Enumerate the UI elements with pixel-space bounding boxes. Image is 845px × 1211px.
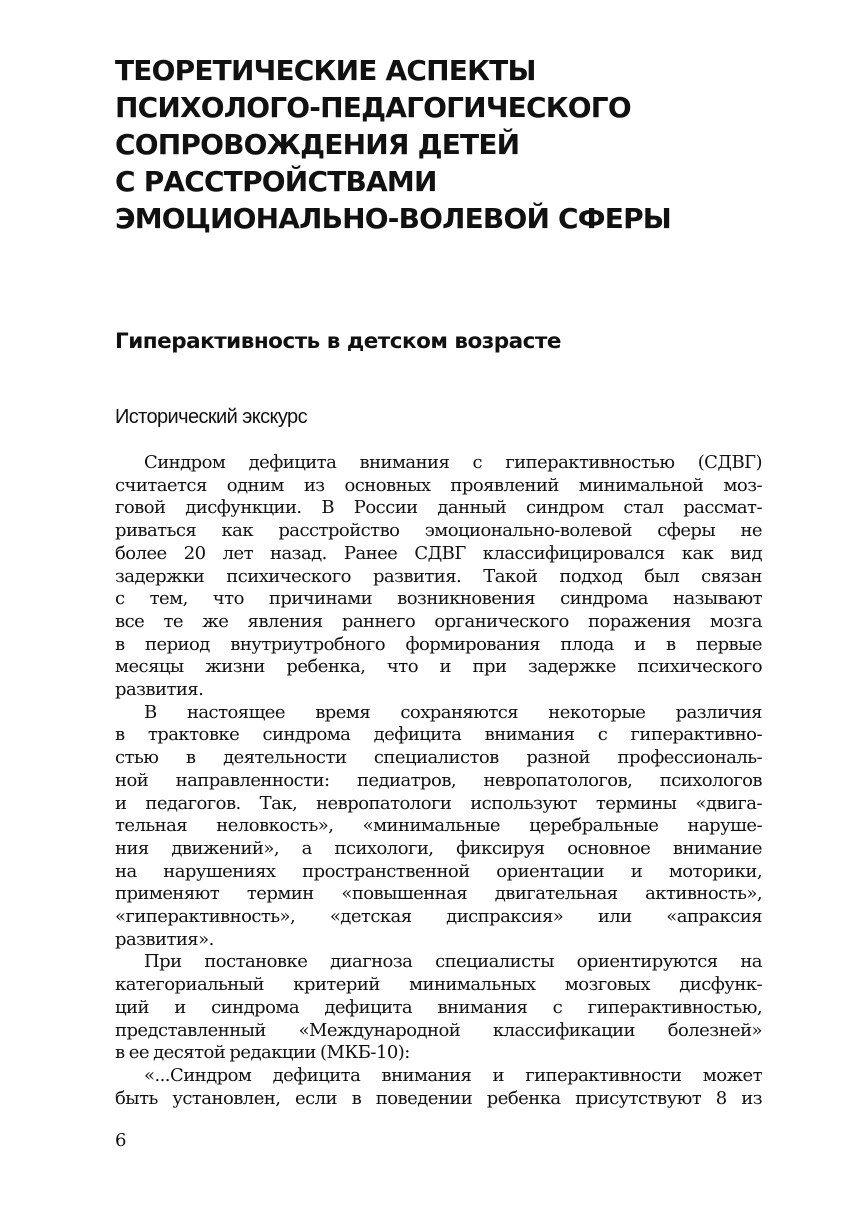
paragraph-1 (115, 452, 762, 702)
chapter-title-line: ЭМОЦИОНАЛЬНО-ВОЛЕВОЙ СФЕРЫ (115, 202, 672, 235)
paragraph-3 (115, 951, 762, 1065)
text-line: на нарушениях пространственной ориентации и моторики, (115, 860, 762, 882)
text-line: риваться как расстройство эмоционально-волевой сферы не (115, 520, 762, 542)
text-line: с тем, что причинами возникновения синдрома называют (115, 588, 762, 610)
text-line: в ее десятой редакции (МКБ-10): (115, 1042, 410, 1064)
text-line: «гиперактивность», «детская диспраксия» или «апраксия (115, 906, 762, 928)
subsection-title: Исторический экскурс (115, 406, 307, 428)
section-title: Гиперактивность в детском возрасте (115, 329, 561, 354)
text-line: стью в деятельности специалистов разной профессиональ- (115, 747, 762, 769)
text-line: Синдром дефицита внимания с гиперактивностью (СДВГ) (144, 452, 762, 473)
text-line: в период внутриутробного формирования плода и в первые (115, 633, 762, 655)
text-line: ния движений», а психологи, фиксируя основное внимание (115, 837, 762, 859)
text-line: «...Синдром дефицита внимания и гиперактивности может (144, 1064, 762, 1086)
body-text (115, 452, 762, 1110)
chapter-title-line: ПСИХОЛОГО-ПЕДАГОГИЧЕСКОГО (115, 91, 631, 124)
text-line: говой дисфункции. В России данный синдром стал рассмат- (115, 497, 762, 519)
page-number: 6 (115, 1130, 127, 1151)
page-content (115, 52, 762, 1109)
chapter-title (115, 52, 762, 237)
text-line: развития». (115, 928, 214, 950)
text-line: категориальный критерий минимальных мозговых дисфунк- (115, 974, 762, 996)
text-line: быть установлен, если в поведении ребенка присутствуют 8 из (115, 1087, 762, 1109)
text-line: более 20 лет назад. Ранее СДВГ классифицировался как вид (115, 542, 762, 564)
chapter-title-line: ТЕОРЕТИЧЕСКИЕ АСПЕКТЫ (115, 54, 536, 87)
text-line: применяют термин «повышенная двигательная активность», (115, 883, 762, 905)
text-line: При постановке диагноза специалисты ориентируются на (144, 951, 762, 973)
text-line: все те же явления раннего органического поражения мозга (115, 610, 762, 632)
text-line: представленный «Международной классификации болезней» (115, 1019, 762, 1041)
chapter-title-line: С РАССТРОЙСТВАМИ (115, 165, 437, 198)
text-line: месяцы жизни ребенка, что и при задержке психического (115, 656, 762, 678)
paragraph-2 (115, 702, 762, 952)
text-line: ций и синдрома дефицита внимания с гиперактивностью, (115, 996, 762, 1018)
text-line: считается одним из основных проявлений минимальной моз- (115, 474, 762, 496)
chapter-title-line: СОПРОВОЖДЕНИЯ ДЕТЕЙ (115, 128, 520, 161)
text-line: В настоящее время сохраняются некоторые различия (144, 701, 762, 723)
paragraph-4 (115, 1065, 762, 1110)
text-line: ной направленности: педиатров, невропатологов, психологов (115, 769, 762, 791)
text-line: задержки психического развития. Такой подход был связан (115, 565, 762, 587)
text-line: и педагогов. Так, невропатологи используют термины «двига- (115, 792, 762, 814)
text-line: развития. (115, 679, 204, 701)
text-line: тельная неловкость», «минимальные церебральные наруше- (115, 815, 762, 837)
text-line: в трактовке синдрома дефицита внимания с гиперактивно- (115, 724, 762, 746)
